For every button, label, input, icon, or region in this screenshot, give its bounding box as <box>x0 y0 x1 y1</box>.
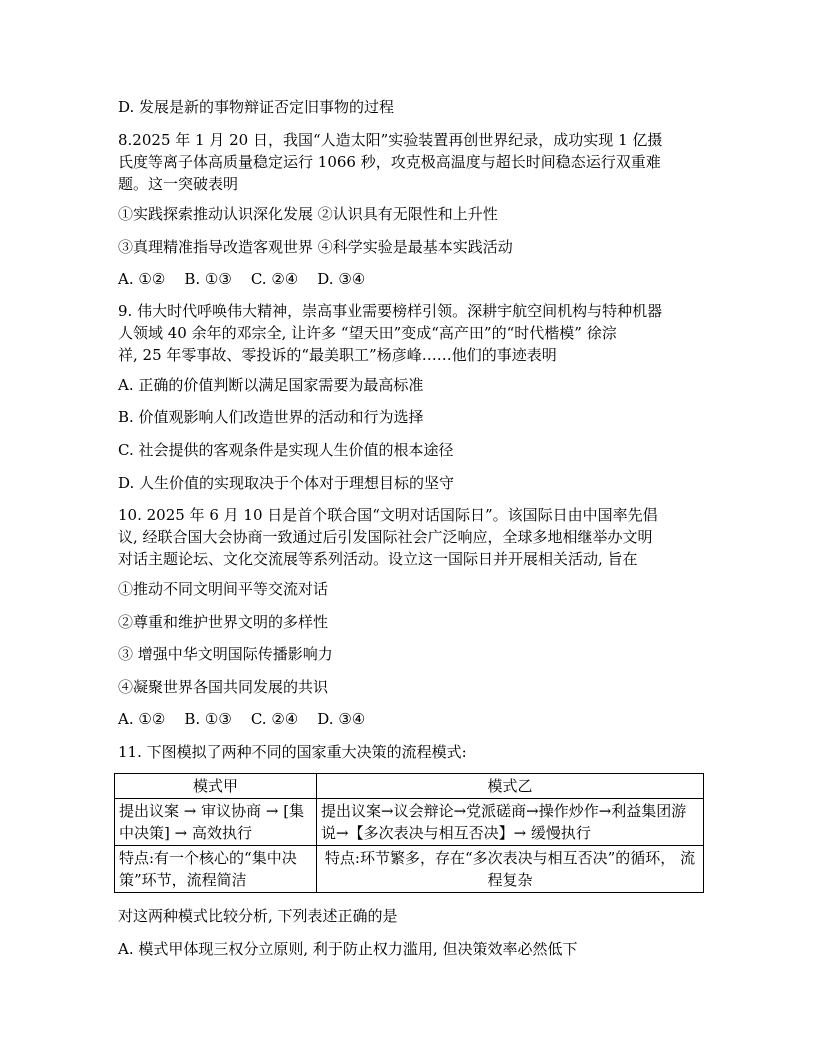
table-header-row <box>115 774 704 799</box>
q8-stem-line-1: 8.2025 年 1 月 20 日，我国“人造太阳”实验装置再创世界纪录，成功实现 1 亿摄 <box>118 131 663 149</box>
mode-a-features: 特点:有一个核心的“集中决策”环节，流程简洁 <box>115 846 317 893</box>
q8-statement-line-2: ③真理精准指导改造客观世界 ④科学实验是最基本实践活动 <box>118 238 513 256</box>
mode-a-process: 提出议案 → 审议协商 → [集中决策] → 高效执行 <box>115 799 317 846</box>
table-row <box>115 846 704 893</box>
q10-choices: A. ①② B. ①③ C. ②④ D. ③④ <box>118 710 366 728</box>
mode-b-features: 特点:环节繁多，存在“多次表决与相互否决”的循环， 流程复杂 <box>317 846 704 893</box>
header-mode-b: 模式乙 <box>317 774 704 799</box>
q9-stem-line-3: 祥, 25 年零事故、零投诉的“最美职工”杨彦峰……他们的事迹表明 <box>118 346 557 364</box>
q8-stem-line-2: 氏度等离子体高质量稳定运行 1066 秒，攻克极高温度与超长时间稳态运行双重难 <box>118 153 661 171</box>
q9-option-a: A. 正确的价值判断以满足国家需要为最高标准 <box>118 376 424 394</box>
q10-statement-4: ④凝聚世界各国共同发展的共识 <box>118 678 329 696</box>
decision-modes-table <box>114 773 704 893</box>
q9-option-b: B. 价值观影响人们改造世界的活动和行为选择 <box>118 408 424 426</box>
q8-choices: A. ①② B. ①③ C. ②④ D. ③④ <box>118 270 366 288</box>
q9-stem-line-1: 9. 伟大时代呼唤伟大精神，崇高事业需要榜样引领。深耕宇航空间机构与特种机器 <box>118 302 663 320</box>
q10-statement-3: ③ 增强中华文明国际传播影响力 <box>118 645 333 663</box>
header-mode-a: 模式甲 <box>115 774 317 799</box>
q11-stem: 11. 下图模拟了两种不同的国家重大决策的流程模式: <box>118 743 467 761</box>
table-row <box>115 799 704 846</box>
q8-stem-line-3: 题。这一突破表明 <box>118 175 239 193</box>
q9-stem-line-2: 人领域 40 余年的邓宗全, 让许多 “望天田”变成“高产田”的“时代楷模” 徐淙 <box>118 324 617 342</box>
q11-prompt: 对这两种模式比较分析, 下列表述正确的是 <box>118 907 398 925</box>
q10-stem-line-1: 10. 2025 年 6 月 10 日是首个联合国“文明对话国际日”。该国际日由中国率先倡 <box>118 506 658 524</box>
q10-statement-2: ②尊重和维护世界文明的多样性 <box>118 613 329 631</box>
q11-option-a: A. 模式甲体现三权分立原则, 利于防止权力滥用, 但决策效率必然低下 <box>118 940 578 958</box>
q8-statement-line-1: ①实践探索推动认识深化发展 ②认识具有无限性和上升性 <box>118 205 498 223</box>
mode-b-process: 提出议案→议会辩论→党派磋商→操作炒作→利益集团游说→【多次表决与相互否决】→ 缓慢执行 <box>317 799 704 846</box>
q10-stem-line-2: 议, 经联合国大会协商一致通过后引发国际社会广泛响应，全球多地相继举办文明 <box>118 528 653 546</box>
q9-option-d: D. 人生价值的实现取决于个体对于理想目标的坚守 <box>118 474 455 492</box>
q10-statement-1: ①推动不同文明间平等交流对话 <box>118 580 329 598</box>
q7-option-d: D. 发展是新的事物辩证否定旧事物的过程 <box>118 98 395 116</box>
q9-option-c: C. 社会提供的客观条件是实现人生价值的根本途径 <box>118 441 454 459</box>
q10-stem-line-3: 对话主题论坛、文化交流展等系列活动。设立这一国际日并开展相关活动, 旨在 <box>118 550 638 568</box>
